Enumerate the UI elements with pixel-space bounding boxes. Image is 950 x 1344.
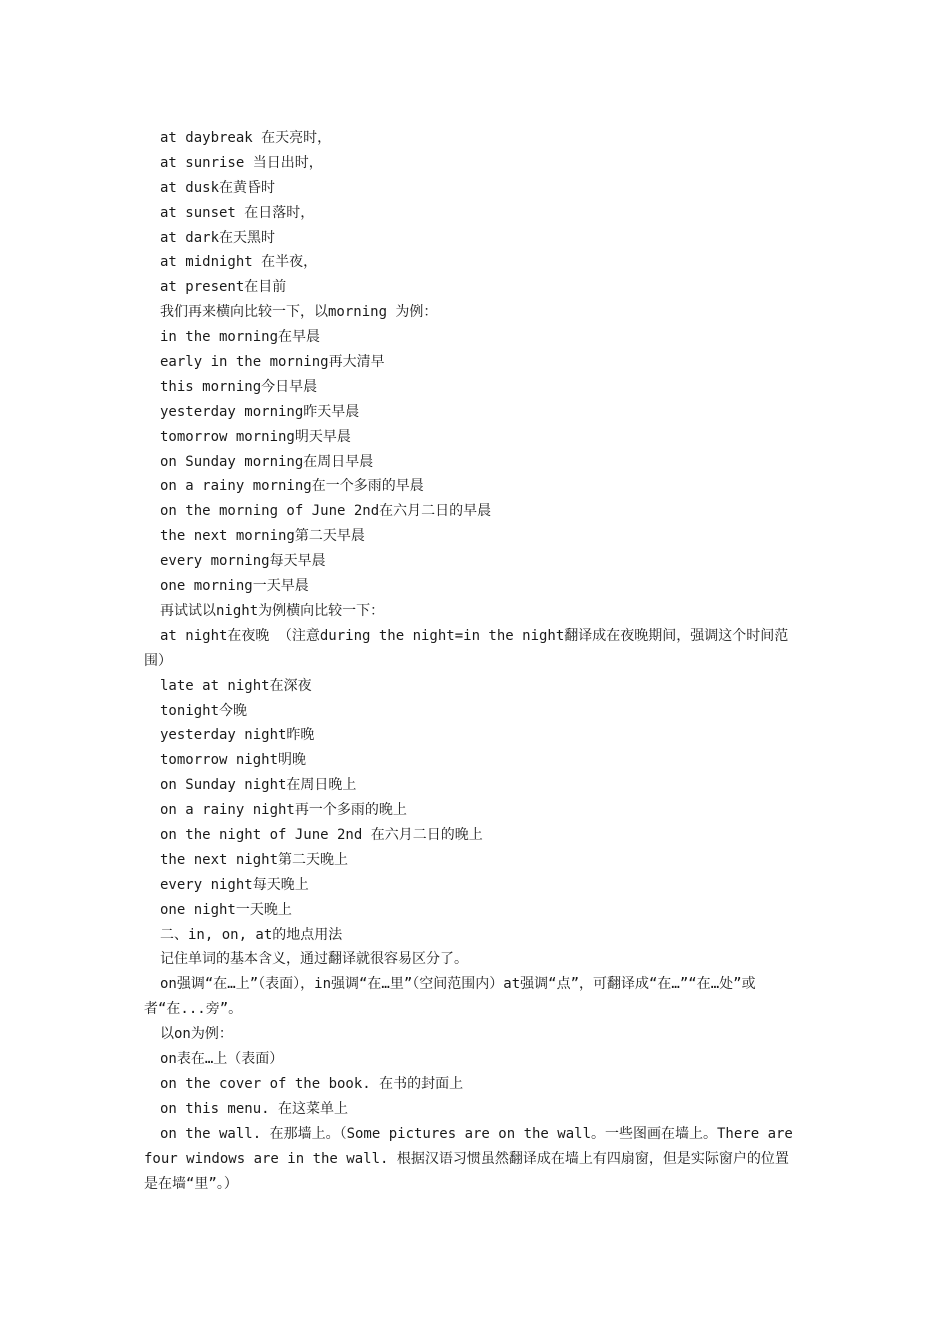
- text-line: at dusk在黄昏时: [160, 179, 276, 196]
- text-line: on the morning of June 2nd在六月二日的早晨: [160, 503, 492, 520]
- text-line: tomorrow morning明天早晨: [160, 428, 351, 445]
- text-line: on表在…上（表面）: [160, 1051, 284, 1068]
- text-line: 再试试以night为例横向比较一下：: [160, 602, 385, 619]
- text-line: the next night第二天晚上: [160, 851, 349, 868]
- text-line: at present在目前: [160, 279, 287, 296]
- text-line: 以on为例：: [160, 1026, 233, 1043]
- text-line: at sunrise 当日出时，: [160, 154, 323, 171]
- text-line: on the cover of the book. 在书的封面上: [160, 1075, 464, 1092]
- text-line: on the night of June 2nd 在六月二日的晚上: [160, 826, 483, 843]
- document-page: [144, 126, 800, 1196]
- text-line: at sunset 在日落时，: [160, 204, 315, 221]
- text-paragraph: at night在夜晚 （注意during the night=in the night翻译成在夜晚期间，强调这个时间范围）: [144, 627, 789, 669]
- text-line: 记住单词的基本含义，通过翻译就很容易区分了。: [160, 951, 468, 968]
- text-line: every morning每天早晨: [160, 553, 326, 570]
- text-line: at dark在天黑时: [160, 229, 276, 246]
- text-line: yesterday morning昨天早晨: [160, 403, 360, 420]
- text-line: the next morning第二天早晨: [160, 528, 365, 545]
- text-line: one morning一天早晨: [160, 578, 309, 595]
- text-paragraph: on the wall. 在那墙上。（Some pictures are on the wall。一些图画在墙上。There are four windows are in the wall. 根据汉语习惯虽然翻译成在墙上有四扇窗，但是实际窗户的位置是在墙“里”。）: [144, 1125, 793, 1192]
- text-line: late at night在深夜: [160, 677, 312, 694]
- text-line: on a rainy morning在一个多雨的早晨: [160, 478, 424, 495]
- text-line: tonight今晚: [160, 702, 248, 719]
- section-heading: 二、in, on, at的地点用法: [160, 926, 343, 943]
- text-line: tomorrow night明晚: [160, 752, 307, 769]
- text-paragraph: on强调“在…上”（表面），in强调“在…里”（空间范围内）at强调“点”，可翻译成“在…”“在…处”或者“在...旁”。: [144, 976, 756, 1018]
- text-line: 我们再来横向比较一下，以morning 为例：: [160, 304, 438, 321]
- text-line: this morning今日早晨: [160, 378, 318, 395]
- text-line: on this menu. 在这菜单上: [160, 1100, 349, 1117]
- text-line: on a rainy night再一个多雨的晚上: [160, 802, 407, 819]
- text-line: at daybreak 在天亮时，: [160, 130, 332, 146]
- text-line: in the morning在早晨: [160, 329, 321, 346]
- text-line: on Sunday night在周日晚上: [160, 777, 357, 794]
- text-line: every night每天晚上: [160, 876, 309, 893]
- text-line: yesterday night昨晚: [160, 727, 315, 744]
- text-line: one night一天晚上: [160, 901, 292, 918]
- text-line: on Sunday morning在周日早晨: [160, 453, 374, 470]
- text-line: early in the morning再大清早: [160, 354, 385, 371]
- text-line: at midnight 在半夜，: [160, 254, 318, 271]
